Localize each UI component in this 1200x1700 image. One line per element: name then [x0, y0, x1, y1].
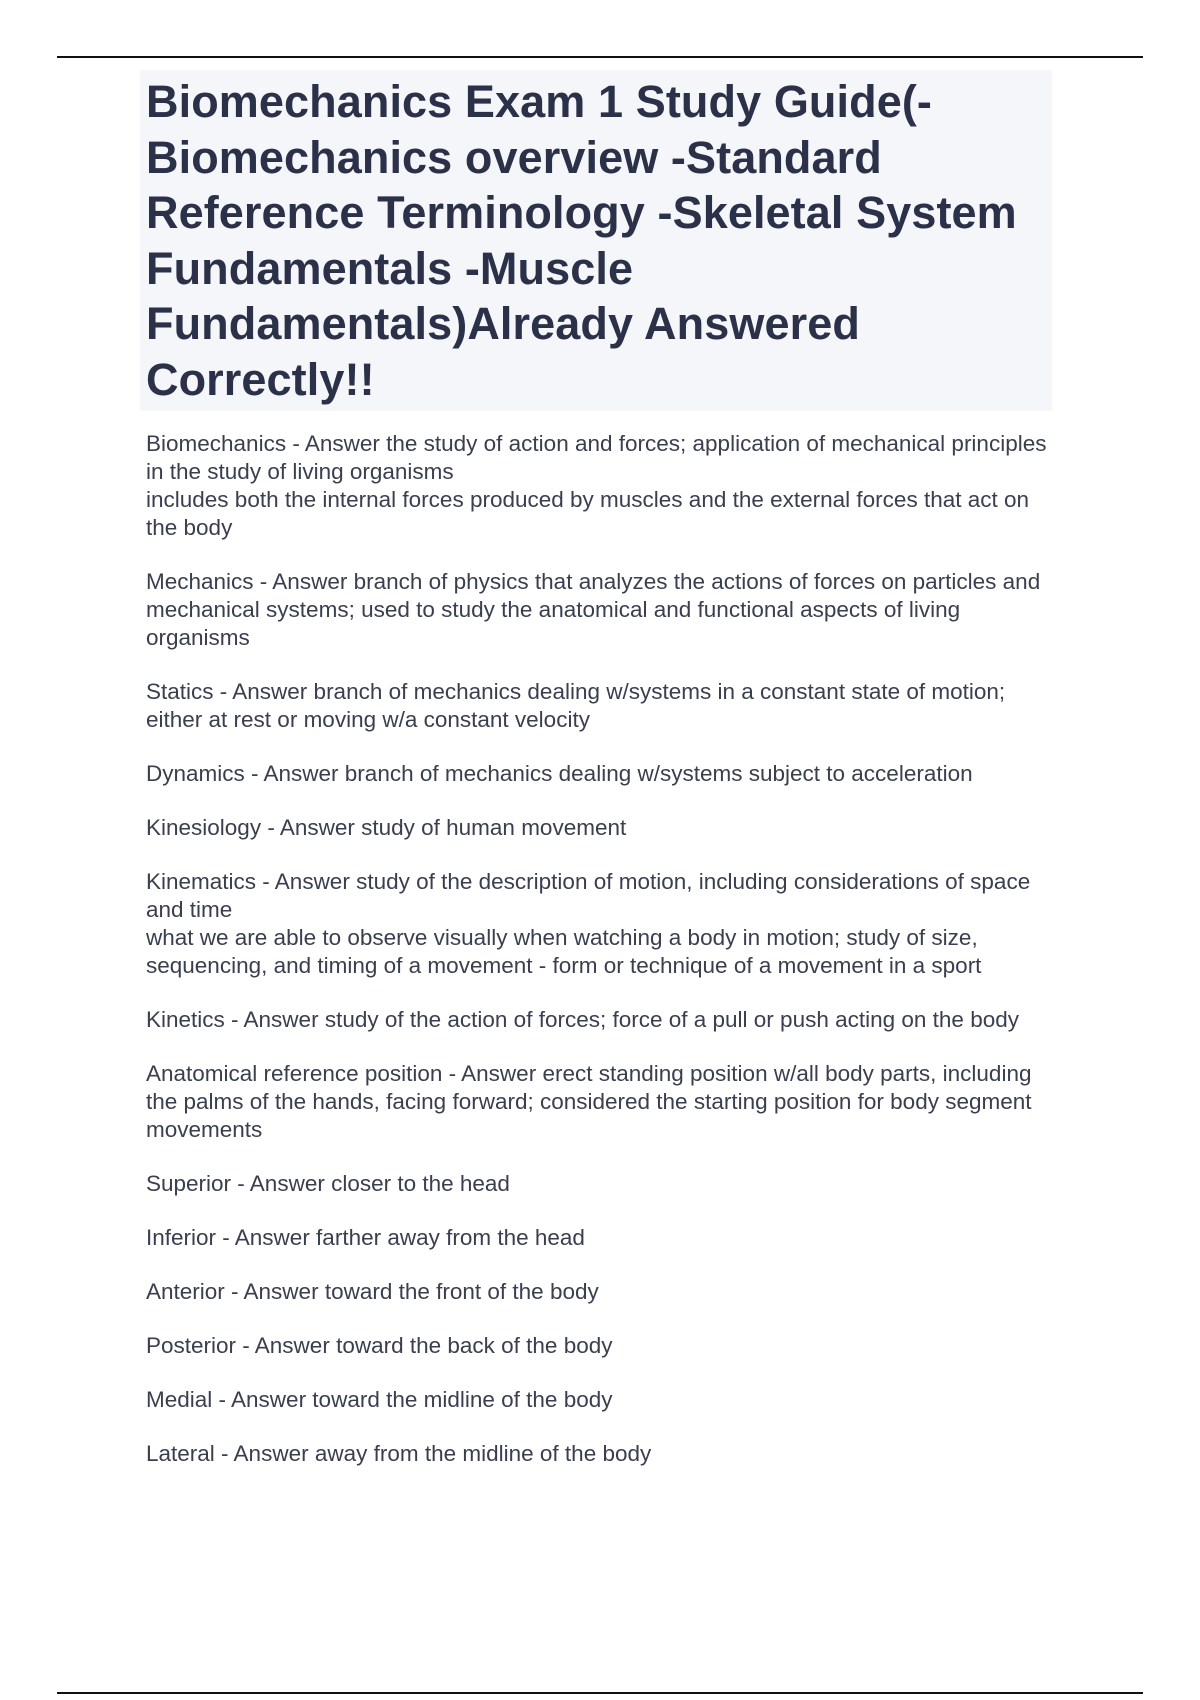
top-rule — [57, 56, 1143, 58]
entry-line: Dynamics - Answer branch of mechanics dealing w/systems subject to acceleration — [146, 761, 973, 786]
entry-kinesiology — [140, 814, 1060, 842]
entry-line: what we are able to observe visually when watching a body in motion; study of size, sequencing, and timing of a movement - form or technique of a movement in a sport — [146, 925, 984, 978]
entry-line: Medial - Answer toward the midline of the body — [146, 1387, 613, 1412]
entry-mechanics — [140, 568, 1060, 652]
entry-biomechanics — [140, 430, 1060, 542]
entry-line: Biomechanics - Answer the study of action and forces; application of mechanical principles in the study of living organisms — [146, 431, 1053, 484]
entry-line: Statics - Answer branch of mechanics dealing w/systems in a constant state of motion; either at rest or moving w/a constant velocity — [146, 679, 1012, 732]
entry-line: Lateral - Answer away from the midline of the body — [146, 1441, 652, 1466]
entry-anatomical-reference-position — [140, 1060, 1060, 1144]
entry-line: Kinematics - Answer study of the description of motion, including considerations of space and time — [146, 869, 1037, 922]
title-block — [140, 70, 1052, 411]
entry-inferior — [140, 1224, 1060, 1252]
entry-dynamics — [140, 760, 1060, 788]
entry-line: Anterior - Answer toward the front of the body — [146, 1279, 599, 1304]
entry-line: Anatomical reference position - Answer erect standing position w/all body parts, including the palms of the hands, facing forward; considered the starting position for body segment movements — [146, 1061, 1038, 1142]
entry-line: Posterior - Answer toward the back of the body — [146, 1333, 613, 1358]
entry-lateral — [140, 1440, 1060, 1468]
entry-line: Superior - Answer closer to the head — [146, 1171, 510, 1196]
entry-line: Kinetics - Answer study of the action of forces; force of a pull or push acting on the body — [146, 1007, 1019, 1032]
bottom-rule — [57, 1692, 1143, 1694]
entry-line: includes both the internal forces produced by muscles and the external forces that act on the body — [146, 487, 1036, 540]
document-title: Biomechanics Exam 1 Study Guide(-Biomechanics overview -Standard Reference Terminology -Skeletal System Fundamentals -Muscle Fundamentals)Already Answered Correctly!! — [146, 76, 1017, 405]
entry-posterior — [140, 1332, 1060, 1360]
entry-statics — [140, 678, 1060, 734]
entry-anterior — [140, 1278, 1060, 1306]
entry-line: Mechanics - Answer branch of physics that analyzes the actions of forces on particles and mechanical systems; used to study the anatomical and functional aspects of living organisms — [146, 569, 1047, 650]
entry-kinetics — [140, 1006, 1060, 1034]
entry-kinematics — [140, 868, 1060, 980]
entry-list — [140, 430, 1060, 1494]
entry-line: Inferior - Answer farther away from the head — [146, 1225, 585, 1250]
entry-medial — [140, 1386, 1060, 1414]
entry-line: Kinesiology - Answer study of human movement — [146, 815, 627, 840]
entry-superior — [140, 1170, 1060, 1198]
